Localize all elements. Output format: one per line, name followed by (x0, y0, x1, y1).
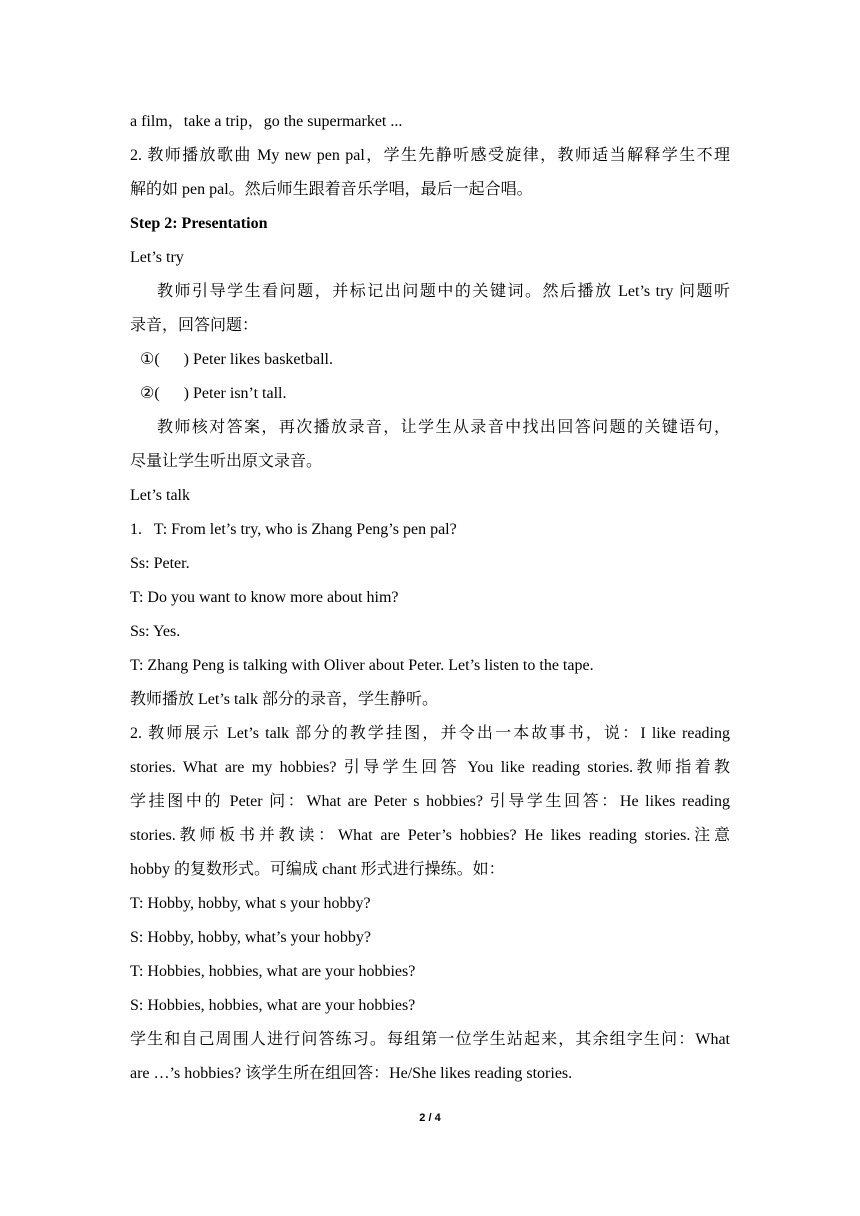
dialogue-line: T: Zhang Peng is talking with Oliver about Peter. Let’s listen to the tape. (130, 657, 594, 674)
dialogue-line: 1. T: From let’s try, who is Zhang Peng’s pen pal? (130, 521, 457, 538)
text-line: a film，take a trip，go the supermarket ... (130, 113, 403, 130)
text-line: 教师引导学生看问题，并标记出问题中的关键词。然后播放 Let’s try 问题听 (157, 283, 730, 300)
text-line: 2. 教师播放歌曲 My new pen pal，学生先静听感受旋律，教师适当解释学生不理 (130, 147, 730, 164)
text-line: 学生和自己周围人进行问答练习。每组第一位学生站起来，其余组字生问：What (130, 1031, 730, 1048)
text-line: 尽量让学生听出原文录音。 (130, 453, 323, 470)
text-line: stories. What are my hobbies? 引导学生回答 You like reading stories.教师指着教 (130, 759, 730, 776)
chant-line: S: Hobby, hobby, what’s your hobby? (130, 929, 372, 946)
text-line: 教师播放 Let’s talk 部分的录音，学生静听。 (130, 691, 438, 708)
page-number: 2 / 4 (419, 1112, 441, 1124)
text-line: 学挂图中的 Peter 问：What are Peter s hobbies? 引导学生回答：He likes reading (130, 793, 730, 810)
dialogue-line: Ss: Yes. (130, 623, 181, 640)
text-line: 2. 教师展示 Let’s talk 部分的教学挂图，并令出一本故事书，说：I like reading (130, 725, 730, 742)
dialogue-line: Ss: Peter. (130, 555, 190, 572)
subsection-heading: Let’s try (130, 249, 184, 266)
dialogue-line: T: Do you want to know more about him? (130, 589, 399, 606)
subsection-heading: Let’s talk (130, 487, 190, 504)
text-line: 解的如 pen pal。然后师生跟着音乐学唱，最后一起合唱。 (130, 181, 533, 198)
text-line: 教师核对答案，再次播放录音，让学生从录音中找出回答问题的关键语句， (157, 419, 730, 436)
text-line: hobby 的复数形式。可编成 chant 形式进行操练。如： (130, 861, 505, 878)
question-item: ②( ) Peter isn’t tall. (140, 385, 287, 402)
chant-line: T: Hobbies, hobbies, what are your hobbies? (130, 963, 416, 980)
chant-line: S: Hobbies, hobbies, what are your hobbies? (130, 997, 416, 1014)
text-line: are …’s hobbies? 该学生所在组回答：He/She likes reading stories. (130, 1065, 573, 1082)
question-item: ①( ) Peter likes basketball. (140, 351, 333, 368)
text-line: stories.教师板书并教读：What are Peter’s hobbies? He likes reading stories.注意 (130, 827, 730, 844)
text-line: 录音，回答问题： (130, 317, 259, 334)
document-body (130, 110, 730, 1096)
chant-line: T: Hobby, hobby, what s your hobby? (130, 895, 371, 912)
section-heading: Step 2: Presentation (130, 215, 268, 232)
